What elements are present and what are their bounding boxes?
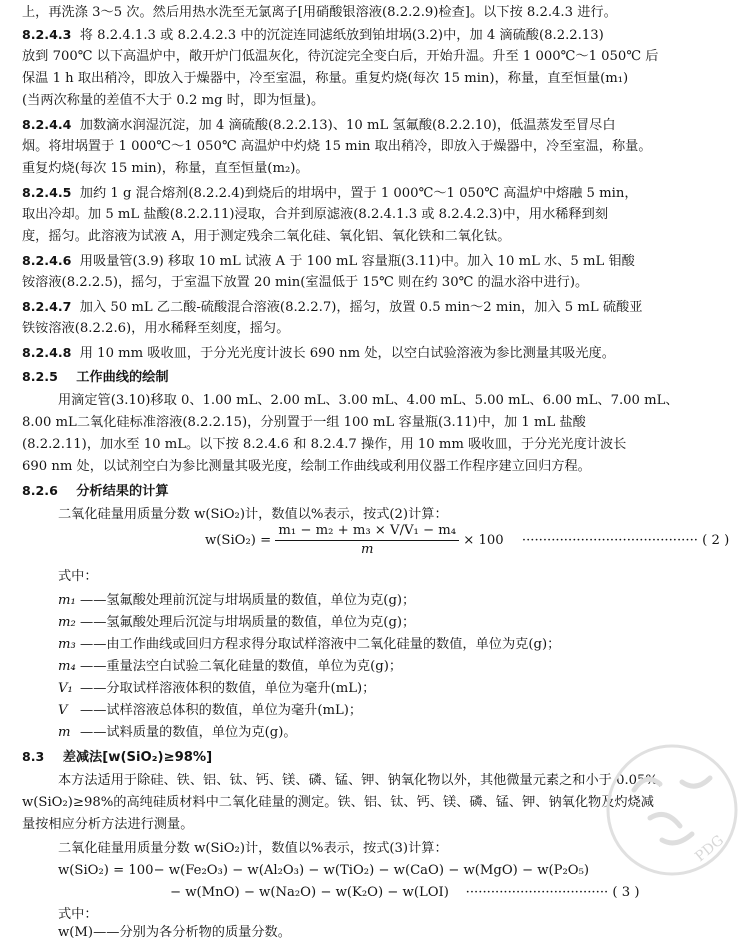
definition-text: ——试样溶液总体积的数值，单位为毫升(mL)； <box>80 703 363 718</box>
definition-text: ——由工作曲线或回归方程求得分取试样溶液中二氧化硅量的数值，单位为克(g)； <box>80 637 561 652</box>
clause-number: 8.2.4.5 <box>22 185 72 200</box>
where-label: 式中： <box>58 569 98 584</box>
paragraph-line: 重复灼烧(每次 15 min)，称量，直至恒量(m₂)。 <box>22 161 309 176</box>
paragraph-line: 度，摇匀。此溶液为试液 A，用于测定残余二氧化硅、氧化铝、氧化铁和二氧化钛。 <box>22 229 511 244</box>
watermark-seal <box>602 740 738 880</box>
where-label: 式中： <box>58 907 98 922</box>
watermark-text: PDG <box>692 832 727 866</box>
definition-text: ——重量法空白试验二氧化硅量的数值，单位为克(g)； <box>80 659 403 674</box>
formula-leader-dots: ·································· <box>465 885 609 900</box>
paragraph-line: 量按相应分析方法进行测量。 <box>22 817 194 832</box>
paragraph-line: 放到 700℃ 以下高温炉中，敞开炉门低温灰化，待沉淀完全变白后，开始升温。升至 1 000℃～1 050℃ 后 <box>22 49 659 64</box>
formula-number: ( 2 ) <box>702 533 730 548</box>
clause-number: 8.2.4.7 <box>22 299 72 314</box>
definition-symbol: m₁ <box>58 593 76 608</box>
definition-symbol: m₄ <box>58 659 76 674</box>
section-heading-8-2-5 <box>22 366 716 388</box>
formula-3-line-1: w(SiO₂) = 100− w(Fe₂O₃) − w(Al₂O₃) − w(TiO₂) − w(CaO) − w(MgO) − w(P₂O₅) <box>58 863 590 878</box>
clause-8-2-4-3: 8.2.4.3 将 8.2.4.1.3 或 8.2.4.2.3 中的沉淀连同滤纸放到铂坩埚(3.2)中，加 4 滴硫酸(8.2.2.13) <box>22 27 604 43</box>
formula-3-line-2: − w(MnO) − w(Na₂O) − w(K₂O) − w(LOI) ·································· ( 3 ) <box>170 885 640 900</box>
formula-number: ( 3 ) <box>612 885 640 900</box>
formula-denominator: m <box>360 542 374 557</box>
definition-text: ——氢氟酸处理前沉淀与坩埚质量的数值，单位为克(g)； <box>80 593 416 608</box>
clause-number: 8.2.4.3 <box>22 27 72 42</box>
paragraph-line: (8.2.2.11)，加水至 10 mL。以下按 8.2.4.6 和 8.2.4.7 操作，用 10 mm 吸收皿，于分光光度计波长 <box>22 437 627 452</box>
paragraph-line: 本方法适用于除硅、铁、铝、钛、钙、镁、磷、锰、钾、钠氧化物以外，其他微量元素之和小于 0.05%， <box>58 773 672 788</box>
clause-8-2-4-4: 8.2.4.4 加数滴水润湿沉淀，加 4 滴硫酸(8.2.2.13)、10 mL 氢氟酸(8.2.2.10)，低温蒸发至冒尽白 <box>22 117 616 133</box>
definition-item <box>22 700 716 722</box>
clause-number: 8.2.6 <box>22 483 58 498</box>
section-heading-8-2-6 <box>22 480 716 502</box>
definition-item <box>22 612 716 634</box>
definition-text: ——氢氟酸处理后沉淀与坩埚质量的数值，单位为克(g)； <box>80 615 416 630</box>
clause-number: 8.2.4.6 <box>22 253 72 268</box>
paragraph-line: 8.00 mL二氧化硅标准溶液(8.2.2.15)，分别置于一组 100 mL 容量瓶(3.11)中，加 1 mL 盐酸 <box>22 415 586 430</box>
paragraph-line: 二氧化硅量用质量分数 w(SiO₂)计，数值以%表示，按式(3)计算： <box>58 841 448 856</box>
section-title: 分析结果的计算 <box>76 484 169 499</box>
paragraph-line: 取出冷却。加 5 mL 盐酸(8.2.2.11)浸取，合并到原滤液(8.2.4.1.3 或 8.2.4.2.3)中，用水稀释到刻 <box>22 207 609 222</box>
paragraph-line: 二氧化硅量用质量分数 w(SiO₂)计，数值以%表示，按式(2)计算： <box>58 507 448 522</box>
paragraph-line: 用滴定管(3.10)移取 0、1.00 mL、2.00 mL、3.00 mL、4.00 mL、5.00 mL、6.00 mL、7.00 mL、 <box>58 393 679 408</box>
paragraph-line: (当两次称量的差值不大于 0.2 mg 时，即为恒量)。 <box>22 93 325 108</box>
definition-item <box>22 634 716 656</box>
definition-symbol: V <box>58 703 68 718</box>
paragraph-line: 690 nm 处，以试剂空白为参比测量其吸光度，绘制工作曲线或利用仪器工作程序建立回归方程。 <box>22 459 591 474</box>
clause-8-2-4-5: 8.2.4.5 加约 1 g 混合熔剂(8.2.2.4)到烧后的坩埚中，置于 1 000℃～1 050℃ 高温炉中熔融 5 min， <box>22 185 638 201</box>
paragraph-line: w(SiO₂)≥98%的高纯硅质材料中二氧化硅量的测定。铁、铝、钛、钙、镁、磷、锰、钾、钠氧化物及灼烧减 <box>22 795 654 810</box>
clause-number: 8.2.4.4 <box>22 117 72 132</box>
formula-fraction <box>275 522 459 559</box>
definition-text: ——试料质量的数值，单位为克(g)。 <box>80 725 297 740</box>
paragraph-line: 保温 1 h 取出稍冷，即放入于燥器中，冷至室温，称量。重复灼烧(每次 15 min)，称量，直至恒量(m₁) <box>22 71 629 86</box>
paragraph-line: 铁铵溶液(8.2.2.6)，用水稀释至刻度，摇匀。 <box>22 321 290 336</box>
clause-8-2-4-6: 8.2.4.6 用吸量管(3.9) 移取 10 mL 试液 A 于 100 mL 容量瓶(3.11)中。加入 10 mL 水、5 mL 钼酸 <box>22 253 635 269</box>
section-title: 差减法[w(SiO₂)≥98%] <box>62 750 213 765</box>
formula-numerator: m₁ − m₂ + m₃ × V/V₁ − m₄ <box>275 522 459 541</box>
definition-symbol: V₁ <box>58 681 73 696</box>
definition-item <box>22 590 716 612</box>
section-title: 工作曲线的绘制 <box>76 370 169 385</box>
definition-item: w(M)——分别为各分析物的质量分数。 <box>58 925 291 940</box>
definition-item <box>22 656 716 678</box>
formula-2 <box>205 522 729 559</box>
clause-number: 8.2.5 <box>22 369 58 384</box>
paragraph-line: 铵溶液(8.2.2.5)，摇匀，于室温下放置 20 min(室温低于 15℃ 则在约 30℃ 的温水浴中进行)。 <box>22 275 589 290</box>
definition-symbol: m₂ <box>58 615 76 630</box>
paragraph-line: 上，再洗涤 3～5 次。然后用热水洗至无氯离子[用硝酸银溶液(8.2.2.9)检查]。以下按 8.2.4.3 进行。 <box>22 5 617 20</box>
formula-rhs: × 100 <box>463 533 504 548</box>
definition-item <box>22 678 716 700</box>
clause-number: 8.2.4.8 <box>22 345 72 360</box>
clause-8-2-4-8: 8.2.4.8 用 10 mm 吸收皿，于分光光度计波长 690 nm 处，以空白试验溶液为参比测量其吸光度。 <box>22 345 615 361</box>
clause-number: 8.3 <box>22 749 45 764</box>
formula-leader-dots: ·········································· <box>521 533 698 548</box>
definition-text: ——分取试样溶液体积的数值，单位为毫升(mL)； <box>80 681 376 696</box>
definition-symbol: m <box>58 725 71 740</box>
definition-symbol: m₃ <box>58 637 76 652</box>
clause-8-2-4-7: 8.2.4.7 加入 50 mL 乙二酸-硫酸混合溶液(8.2.2.7)，摇匀，放置 0.5 min～2 min，加入 5 mL 硫酸亚 <box>22 299 643 315</box>
paragraph-line: 烟。将坩埚置于 1 000℃～1 050℃ 高温炉中灼烧 15 min 取出稍冷，即放入于燥器中，冷至室温，称量。 <box>22 139 652 154</box>
formula-lhs: w(SiO₂) = <box>205 533 272 548</box>
